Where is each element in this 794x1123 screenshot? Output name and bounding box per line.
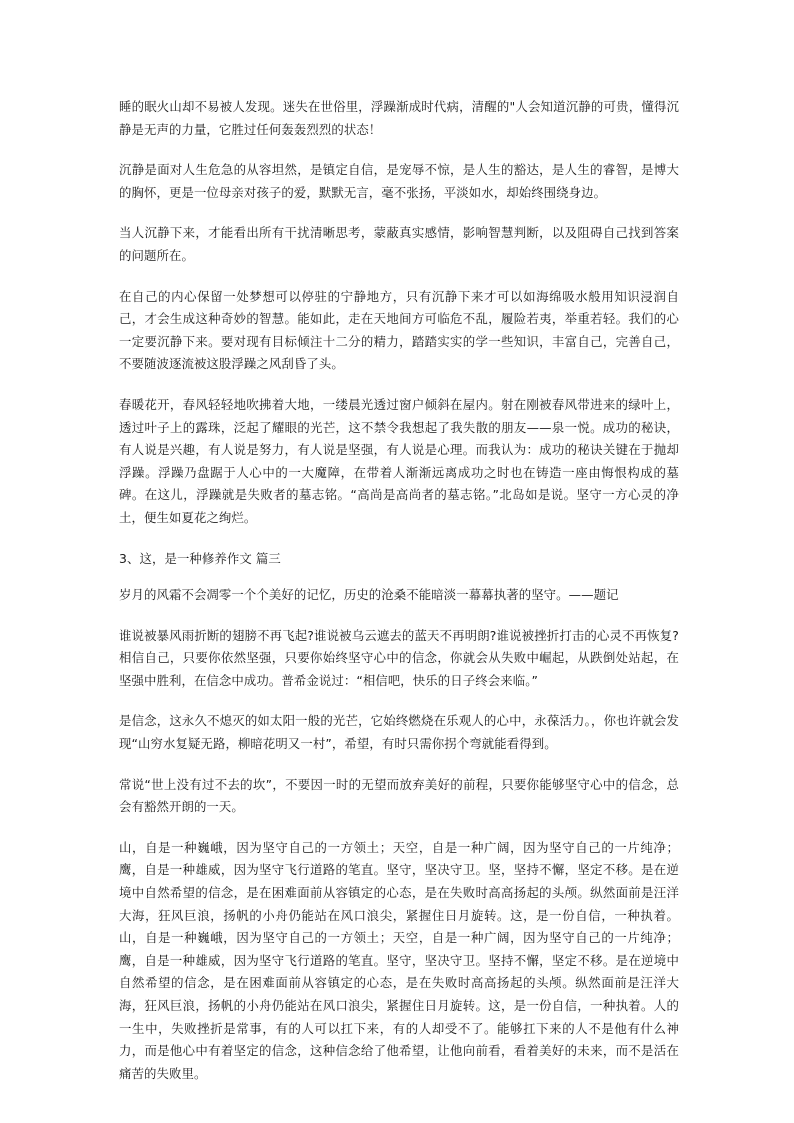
document-page [119,96,679,1103]
paragraph-9: 山，自是一种巍峨，因为坚守自己的一方领土；天空，自是一种广阔，因为坚守自己的一片纯净；鹰，自是一种雄威，因为坚守飞行道路的笔直。坚守，坚决守卫。坚，坚持不懈，坚定不移。是在逆境中自然希望的信念，是在困难面前从容镇定的心态，是在失败时高高扬起的头颅。纵然面前是汪洋大海，狂风巨浪，扬帆的小舟仍能站在风口浪尖，紧握住日月旋转。这，是一份自信，一种执着。山，自是一种巍峨，因为坚守自己的一方领土；天空，自是一种广阔，因为坚守自己的一片纯净；鹰，自是一种雄威，因为坚守飞行道路的笔直。坚守，坚决守卫。坚持不懈，坚定不移。是在逆境中自然希望的信念，是在困难面前从容镇定的心态，是在失败时高高扬起的头颅。纵然面前是汪洋大海，狂风巨浪，扬帆的小舟仍能站在风口浪尖，紧握住日月旋转。这，是一份自信，一种执着。人的一生中，失败挫折是常事，有的人可以扛下来，有的人却受不了。能够扛下来的人不是他有什么神力，而是他心中有着坚定的信念，这种信念给了他希望，让他向前看，看着美好的未来，而不是活在痛苦的失败里。 [119,839,679,1081]
paragraph-8: 常说“世上没有过不去的坎”，不要因一时的无望而放弃美好的前程，只要你能够坚守心中的信念，总会有豁然开朗的一天。 [119,776,679,815]
paragraph-6: 谁说被暴风雨折断的翅膀不再飞起?谁说被乌云遮去的蓝天不再明朗?谁说被挫折打击的心灵不再恢复?相信自己，只要你依然坚强，只要你始终坚守心中的信念，你就会从失败中崛起，从跌倒处站起，在坚强中胜利，在信念中成功。普希金说过：“相信吧，快乐的日子终会来临。” [119,627,679,688]
paragraph-5: 春暖花开，春风轻轻地吹拂着大地，一缕晨光透过窗户倾斜在屋内。射在刚被春风带进来的绿叶上，透过叶子上的露珠，泛起了耀眼的光芒，这不禁令我想起了我失散的朋友——泉一悦。成功的秘诀，有人说是兴趣，有人说是努力，有人说是坚强，有人说是心理。而我认为：成功的秘诀关键在于抛却浮躁。浮躁乃盘踞于人心中的一大魔障，在带着人渐渐远离成功之时也在铸造一座由悔恨构成的墓碑。在这儿，浮躁就是失败者的墓志铭。“高尚是高尚者的墓志铭。”北岛如是说。坚守一方心灵的净土，便生如夏花之绚烂。 [119,396,679,525]
epigraph: 岁月的风霜不会凋零一个个美好的记忆，历史的沧桑不能暗淡一幕幕执著的坚守。——题记 [119,587,619,603]
paragraph-3: 当人沉静下来，才能看出所有干扰清晰思考，蒙蔽真实感情，影响智慧判断，以及阻碍自己找到答案的问题所在。 [119,225,679,263]
paragraph-7: 是信念，这永久不熄灭的如太阳一般的光芒，它始终燃烧在乐观人的心中，永葆活力。，你也许就会发现“山穷水复疑无路，柳暗花明又一村”，希望，有时只需你拐个弯就能看得到。 [119,713,679,752]
section-heading: 3、这，是一种修养作文 篇三 [119,550,281,566]
paragraph-4: 在自己的内心保留一处梦想可以停驻的宁静地方，只有沉静下来才可以如海绵吸水般用知识浸润自己，才会生成这种奇妙的智慧。能如此，走在天地间方可临危不乱，履险若夷，举重若轻。我们的心一定要沉静下来。要对现有目标倾注十二分的精力，踏踏实实的学一些知识，丰富自己，完善自己，不要随波逐流被这股浮躁之风刮昏了头。 [119,288,679,372]
paragraph-2: 沉静是面对人生危急的从容坦然，是镇定自信，是宠辱不惊，是人生的豁达，是人生的睿智，是博大的胸怀，更是一位母亲对孩子的爱，默默无言，毫不张扬，平淡如水，却始终围绕身边。 [119,162,679,200]
paragraph-1: 睡的眠火山却不易被人发现。迷失在世俗里，浮躁渐成时代病，清醒的"人会知道沉静的可贵，懂得沉静是无声的力量，它胜过任何轰轰烈烈的状态！ [119,99,679,137]
